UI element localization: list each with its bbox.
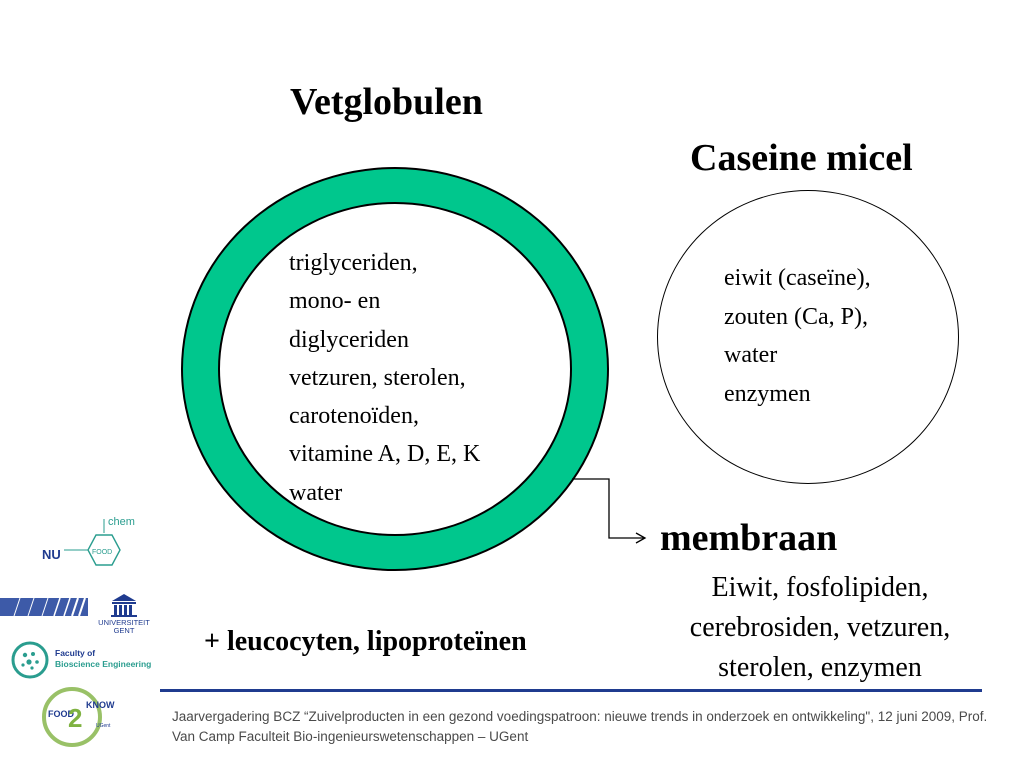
fat-globule-contents	[289, 244, 480, 512]
casein-line: enzymen	[724, 380, 811, 407]
ugent-logo	[0, 594, 150, 635]
extra-components-note: + leucocyten, lipoproteïnen	[204, 626, 527, 657]
footer-divider	[160, 689, 982, 692]
vetglobulen-title: Vetglobulen	[290, 81, 483, 123]
fat-globule-line: water	[289, 479, 343, 506]
faculty-logo	[13, 643, 151, 677]
ugent-line2: GENT	[113, 626, 135, 635]
membraan-line: cerebrosiden, vetzuren,	[689, 612, 951, 643]
institution-logos	[0, 505, 160, 755]
fat-globule-line: vitamine A, D, E, K	[289, 441, 481, 468]
faculty-line1: Faculty of	[55, 648, 96, 658]
logo-nu-text: NU	[42, 547, 61, 562]
fat-globule-line: carotenoïden,	[289, 403, 419, 430]
casein-micelle-contents	[724, 259, 871, 413]
food2know-two: 2	[68, 703, 83, 733]
casein-line: water	[724, 342, 778, 368]
caseine-micel-title: Caseine micel	[690, 137, 913, 179]
nutrition-food-logo	[42, 516, 135, 565]
food2know-know: KNOW	[86, 700, 115, 710]
logo-food-text: FOOD	[92, 549, 113, 556]
fat-globule-line: vetzuren, sterolen,	[289, 364, 466, 391]
fat-globule-line: diglyceriden	[289, 326, 409, 353]
membraan-contents	[655, 568, 985, 688]
membraan-line: sterolen, enzymen	[718, 652, 922, 683]
ugent-line1: UNIVERSITEIT	[98, 618, 150, 627]
fat-globule-line: mono- en	[289, 288, 381, 315]
fat-globule-line: triglyceriden,	[289, 250, 418, 276]
food2know-logo	[44, 689, 115, 745]
casein-line: zouten (Ca, P),	[724, 303, 868, 330]
membraan-title: membraan	[660, 517, 838, 559]
food2know-ugent: UGent	[96, 723, 111, 729]
membraan-line: Eiwit, fosfolipiden,	[711, 572, 929, 603]
footer-citation: Jaarvergadering BCZ “Zuivelproducten in een gezond voedingspatroon: nieuwe trends in onderzoek en ontwikkeling", 12 juni 2009, Prof. Van Camp Faculteit Bio-ingenieurswetenschappen – UGent	[172, 709, 988, 744]
university-building-icon	[111, 594, 137, 617]
casein-line: eiwit (caseïne),	[724, 265, 871, 291]
food2know-food: FOOD	[48, 709, 74, 719]
faculty-line2: Bioscience Engineering	[55, 659, 152, 669]
logo-chem-text: chem	[108, 516, 135, 528]
